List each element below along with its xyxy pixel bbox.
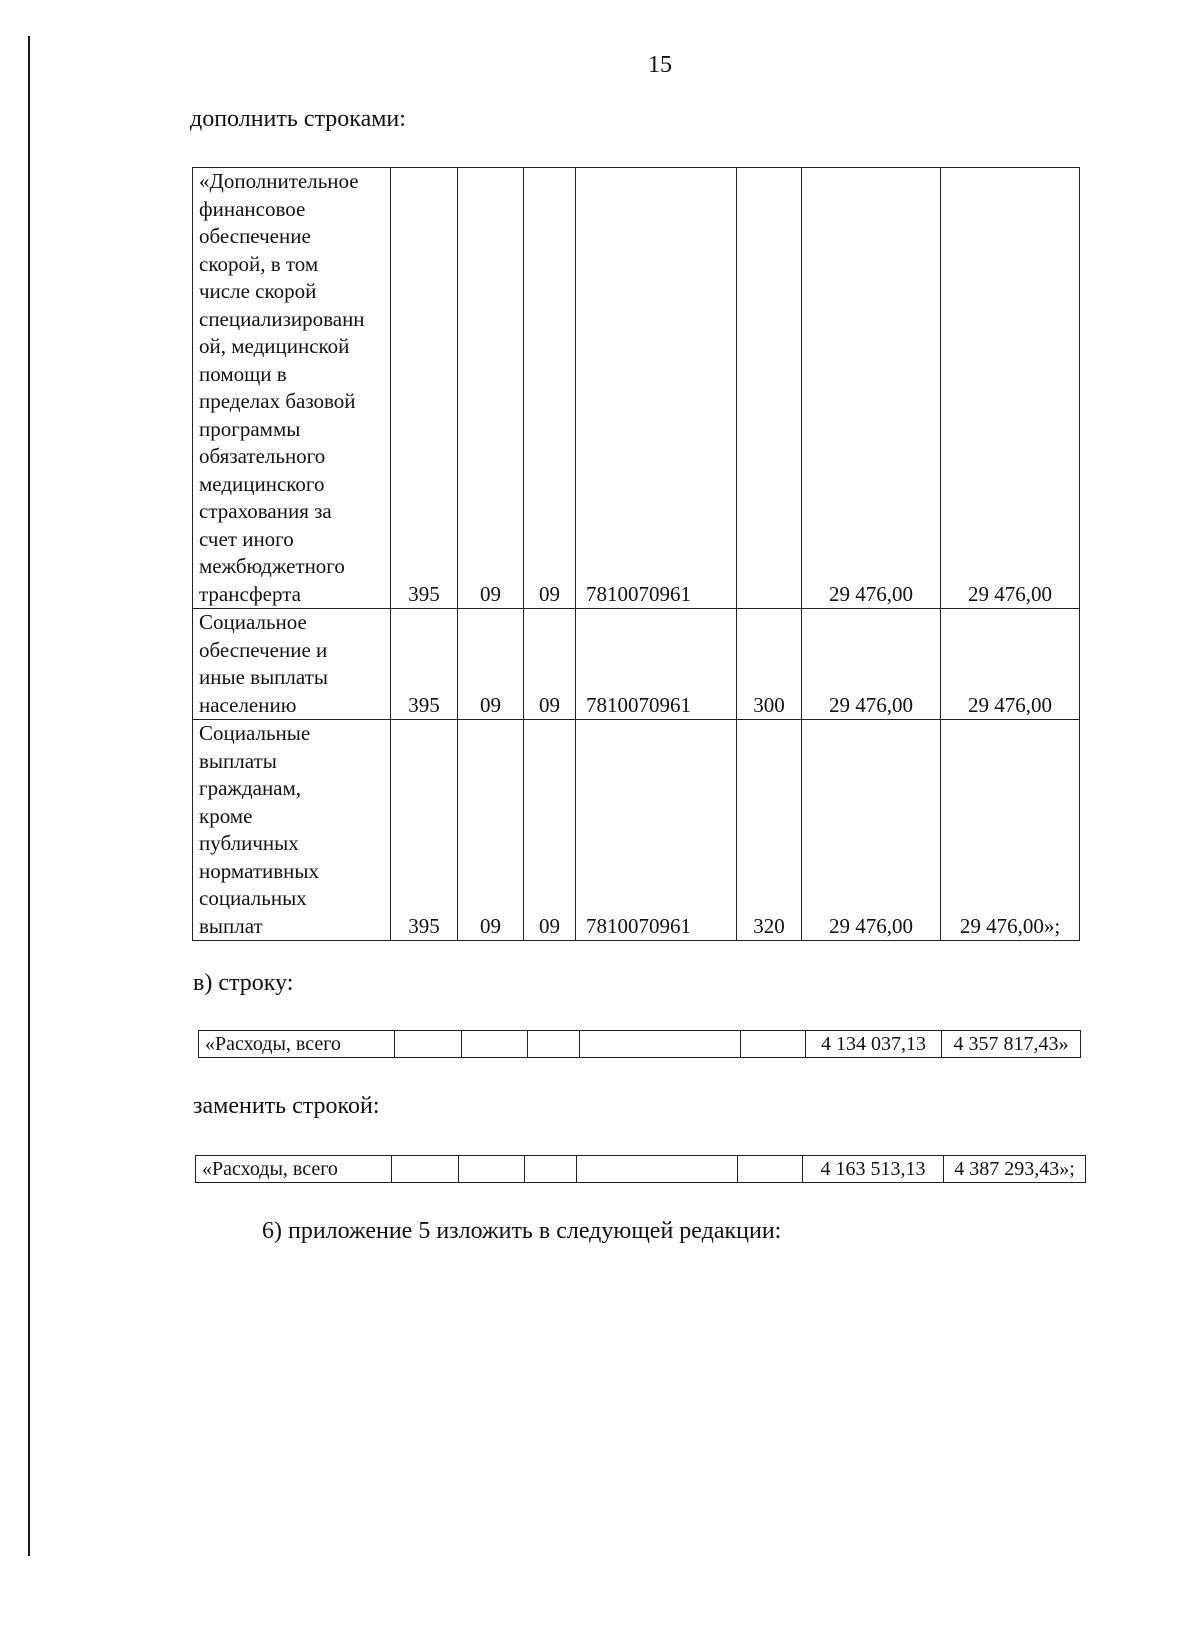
cell-csr: 7810070961 [576, 720, 737, 941]
new-total-row-table [195, 1155, 1086, 1183]
row-name: Социальное обеспечение и иные выплаты населению [193, 609, 391, 720]
cell-ved: 395 [391, 609, 458, 720]
cell-rz: 09 [458, 720, 524, 941]
empty-cell [459, 1156, 525, 1183]
cell-rz: 09 [458, 168, 524, 609]
cell-ved: 395 [391, 168, 458, 609]
empty-cell [392, 1156, 459, 1183]
empty-cell [577, 1156, 738, 1183]
cell-vr: 320 [737, 720, 802, 941]
cell-sum1: 4 163 513,13 [803, 1156, 944, 1183]
empty-cell [462, 1031, 528, 1058]
para-6: 6) приложение 5 изложить в следующей редакции: [262, 1218, 782, 1244]
table-row [193, 168, 1080, 609]
cell-sum2: 29 476,00 [941, 168, 1080, 609]
cell-vr: 300 [737, 609, 802, 720]
cell-sum1: 29 476,00 [802, 720, 941, 941]
row-name: Социальные выплаты гражданам, кроме публичных нормативных социальных выплат [193, 720, 391, 941]
para-v: в) строку: [193, 970, 294, 996]
cell-sum2: 29 476,00»; [941, 720, 1080, 941]
additions-table [192, 167, 1080, 941]
cell-pr: 09 [524, 609, 576, 720]
cell-sum2: 4 357 817,43» [942, 1031, 1081, 1058]
cell-pr: 09 [524, 720, 576, 941]
old-total-row-table [198, 1030, 1081, 1058]
empty-cell [741, 1031, 806, 1058]
cell-sum1: 4 134 037,13 [806, 1031, 942, 1058]
table-row [199, 1031, 1081, 1058]
row-name: «Дополнительное финансовое обеспечение скорой, в том числе скорой специализированн ой, медицинской помощи в пределах базовой программы обязательного медицинского страхования за счет иного межбюджетного трансферта [193, 168, 391, 609]
empty-cell [525, 1156, 577, 1183]
empty-cell [580, 1031, 741, 1058]
scan-margin-line [28, 36, 30, 1556]
cell-sum2: 4 387 293,43»; [944, 1156, 1086, 1183]
cell-csr: 7810070961 [576, 609, 737, 720]
page-number: 15 [648, 52, 672, 78]
replace-label: заменить строкой: [193, 1093, 380, 1119]
cell-sum1: 29 476,00 [802, 168, 941, 609]
cell-csr: 7810070961 [576, 168, 737, 609]
cell-rz: 09 [458, 609, 524, 720]
table-row [193, 720, 1080, 941]
cell-ved: 395 [391, 720, 458, 941]
table-row [196, 1156, 1086, 1183]
empty-cell [528, 1031, 580, 1058]
cell-pr: 09 [524, 168, 576, 609]
table-row [193, 609, 1080, 720]
cell-sum2: 29 476,00 [941, 609, 1080, 720]
cell-sum1: 29 476,00 [802, 609, 941, 720]
empty-cell [738, 1156, 803, 1183]
row-name: «Расходы, всего [199, 1031, 395, 1058]
cell-vr [737, 168, 802, 609]
intro-text: дополнить строками: [190, 106, 406, 132]
row-name: «Расходы, всего [196, 1156, 392, 1183]
empty-cell [395, 1031, 462, 1058]
